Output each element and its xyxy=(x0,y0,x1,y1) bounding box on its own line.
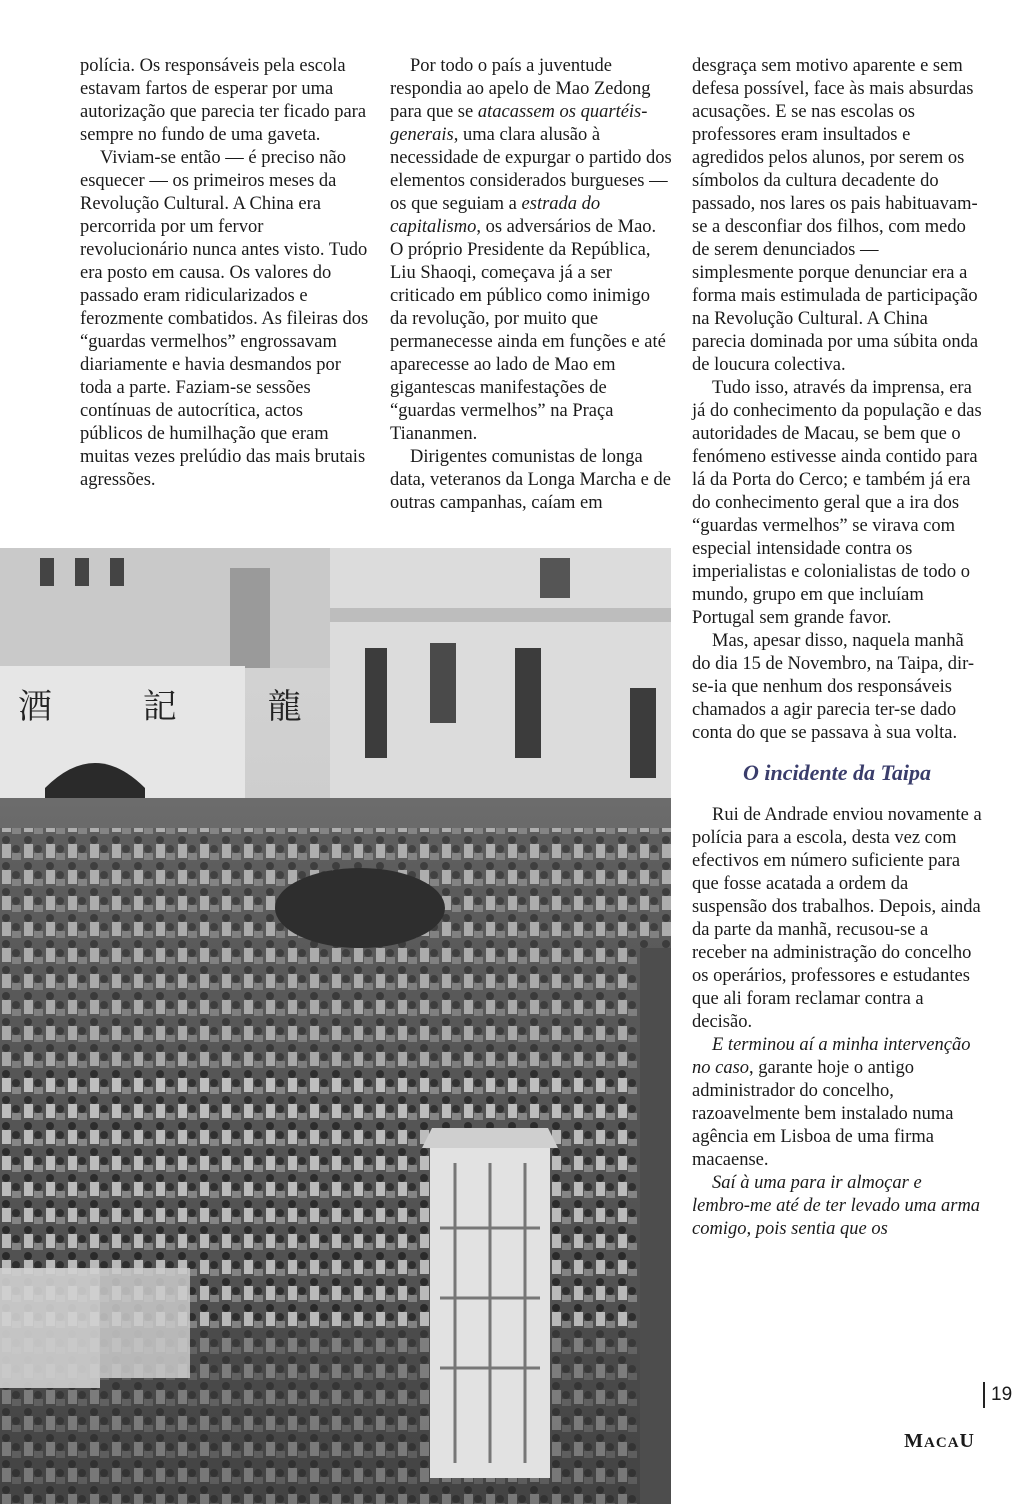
section-heading: O incidente da Taipa xyxy=(742,760,932,785)
crowd-photo-image xyxy=(0,548,671,1504)
shop-sign-text: 酒 記 龍 xyxy=(18,687,342,727)
paragraph: Saí à uma para ir almoçar e lembro-me até de ter levado uma arma comigo, pois sentia que os xyxy=(692,1173,981,1239)
magazine-logo: MACAU xyxy=(904,1430,975,1452)
page-number: 19 xyxy=(983,1382,1012,1408)
paragraph: E terminou aí a minha intervenção no caso, garante hoje o antigo administrador do concelho, razoavelmente bem instalado numa agência em Lisboa de uma firma macaense. xyxy=(692,1035,971,1170)
paragraph: polícia. Os responsáveis pela escola estavam fartos de esperar por uma autorização que parecia ter ficado para sempre no fundo de uma gaveta. xyxy=(80,56,367,145)
paragraph: Dirigentes comunistas de longa data, veteranos da Longa Marcha e de outras campanhas, caíam em xyxy=(390,447,671,513)
text-column-1 xyxy=(80,55,370,492)
paragraph: Tudo isso, através da imprensa, era já do conhecimento da população e das autoridades de Macau, se bem que o fenómeno estivesse ainda contido para lá da Porta do Cerco; e também já era do conhecimento geral que a ira dos “guardas vermelhos” se virava com especial intensidade contra os imperialistas e colonialistas de todo o mundo, grupo em que incluíam Portugal sem grande favor. xyxy=(692,378,982,628)
crowd-photo xyxy=(0,548,671,1504)
paragraph: Rui de Andrade enviou novamente a polícia para a escola, desta vez com efectivos em número suficiente para que fosse acatada a ordem da suspensão dos trabalhos. Depois, ainda da parte da manhã, recusou-se a receber na administração do concelho os operários, professores e estudantes que ali foram reclamar contra a decisão. xyxy=(692,805,982,1032)
paragraph: Viviam-se então — é preciso não esquecer — os primeiros meses da Revolução Cultural. A China era percorrida por um fervor revolucionário nunca antes visto. Tudo era posto em causa. Os valores do passado eram ridicularizados e ferozmente combatidos. As fileiras dos “guardas vermelhos” engrossavam diariamente e havia desmandos por toda a parte. Faziam-se sessões contínuas de autocrítica, actos públicos de humilhação que eram muitas vezes prelúdio das mais brutais agressões. xyxy=(80,148,369,490)
paragraph: Mas, apesar disso, naquela manhã do dia 15 de Novembro, na Taipa, dir-se-ia que nenhum dos responsáveis chamados a agir parecia ter-se dado conta do que se passava à sua volta. xyxy=(692,631,975,743)
text-column-3 xyxy=(692,55,982,1241)
paragraph: desgraça sem motivo aparente e sem defesa possível, face às mais absurdas acusações. E se nas escolas os professores eram insultados e agredidos pelos alunos, por serem os símbolos da cultura decadente do passado, nos lares os pais habituavam-se a desconfiar dos filhos, com medo de serem denunciados — simplesmente porque denunciar era a forma mais estimulada de participação na Revolução Cultural. A China parecia dominada por uma súbita onda de loucura colectiva. xyxy=(692,56,979,375)
text-column-2 xyxy=(390,55,672,515)
paragraph: Por todo o país a juventude respondia ao apelo de Mao Zedong para que se atacassem os quartéis-generais, uma clara alusão à necessidade de expurgar o partido dos elementos considerados burgueses — os que seguiam a estrada do capitalismo, os adversários de Mao. O próprio Presidente da República, Liu Shaoqi, começava já a ser criticado em público como inimigo da revolução, por muito que permanecesse ainda em funções e até aparecesse ao lado de Mao em gigantescas manifestações de “guardas vermelhos” na Praça Tiananmen. xyxy=(390,56,672,444)
